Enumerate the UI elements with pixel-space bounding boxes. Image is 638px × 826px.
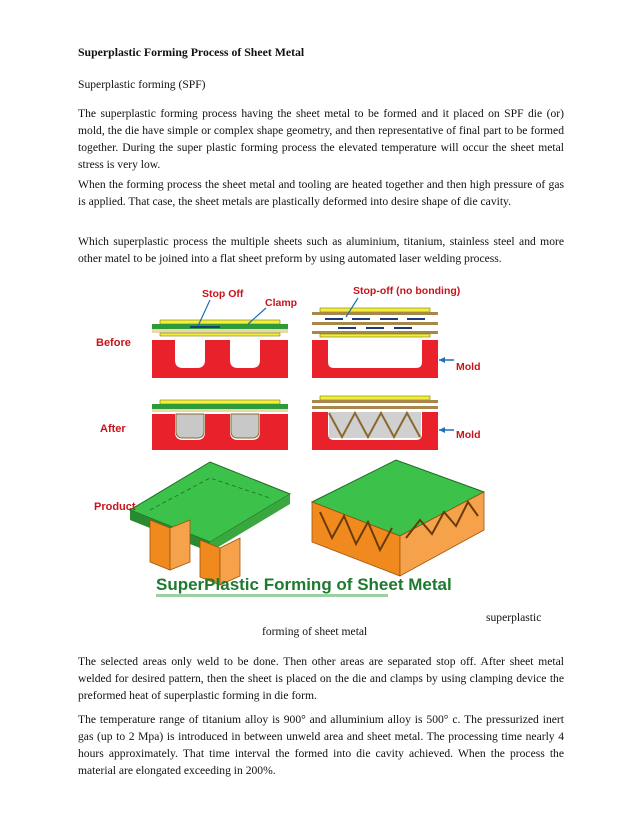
product-left-shape [130,462,290,585]
mold-before-right [312,340,438,378]
label-before: Before [96,337,131,349]
before-right-assembly [312,308,454,378]
after-left-assembly [152,400,288,450]
paragraph-4: The selected areas only weld to be done. Then other areas are separated stop off. After sheet metal welded for desired pattern, then the sheet is placed on the die and clamps by using clamping device the preformed heat of superplastic forming in die form. [78,655,564,702]
sheet-right-3 [312,331,438,334]
figure-banner-title: SuperPlastic Forming of Sheet Metal [156,575,452,594]
product-right-shape [312,460,484,576]
stop-off-left [190,326,220,328]
label-mold-1: Mold [456,361,481,373]
sheet-right-2 [312,322,438,325]
document-subtitle: Superplastic forming (SPF) [78,78,206,91]
clamp-top-left [160,320,280,324]
paragraph-3: Which superplastic process the multiple sheets such as aluminium, titanium, stainless steel and more other matel to be joined into a flat sheet preform by using automated laser welding process. [78,235,564,265]
figure-caption-line-2: forming of sheet metal [262,625,368,638]
after-right-assembly [312,396,454,450]
sheet-right-1 [312,312,438,315]
paragraph-1: The superplastic forming process having the sheet metal to be formed and it placed on SPF die (or) mold, the die have simple or complex shape geometry, and then representative of final part to be formed together. During the super plastic forming process the elevated temperature will occur the sheet metal stress is very low. [78,107,564,171]
document-title: Superplastic Forming Process of Sheet Metal [78,45,305,59]
mold-before-left [152,340,288,378]
label-clamp: Clamp [265,297,298,309]
label-after: After [100,423,126,435]
clamp-bottom-left [160,333,280,336]
banner-underline [156,594,388,597]
label-stop-off-no-bonding: Stop-off (no bonding) [353,285,461,297]
mold-after-left [152,414,288,450]
label-stop-off: Stop Off [202,288,244,300]
paragraph-2: When the forming process the sheet metal and tooling are heated together and then high pressure of gas is applied. That case, the sheet metals are plastically deformed into desire shape of die cavity. [78,178,564,208]
figure-caption-line-1: superplastic [486,611,542,624]
sheet-bottom-left [152,329,288,333]
label-mold-2: Mold [456,429,481,441]
spf-diagram-figure [80,280,550,600]
label-product: Product [94,501,136,513]
paragraph-5: The temperature range of titanium alloy is 900° and alluminium alloy is 500° c. The pressurized inert gas (up to 2 Mpa) is introduced in between unweld area and sheet metal. The processing time nearly 4 hours approximately. That time interval the formed into die cavity achieved. When the process the material are elongated exceeding in 200%. [78,713,564,777]
before-left-assembly [152,320,288,378]
clamp-top-right [320,308,430,312]
